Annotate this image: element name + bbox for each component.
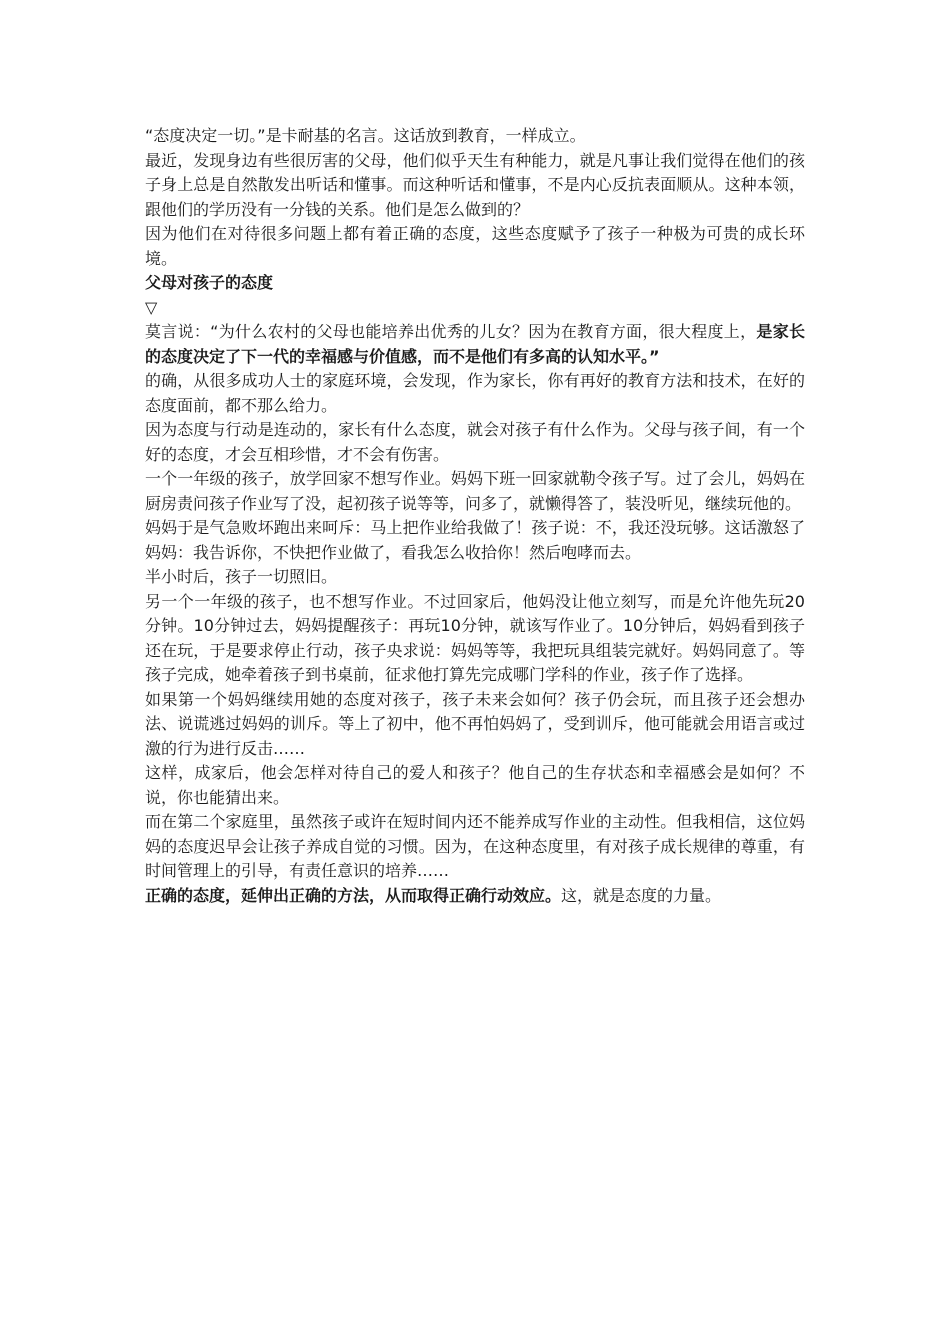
paragraph-13: 而在第二个家庭里，虽然孩子或许在短时间内还不能养成写作业的主动性。但我相信，这位妈妈的态度迟早会让孩子养成自觉的习惯。因为，在这种态度里，有对孩子成长规律的尊重，有时间管理上的引导，有责任意识的培养…… <box>145 812 805 880</box>
paragraph-3: 因为他们在对待很多问题上都有着正确的态度，这些态度赋予了孩子一种极为可贵的成长环境。 <box>145 224 805 268</box>
paragraph-5: 的确，从很多成功人士的家庭环境，会发现，作为家长，你有再好的教育方法和技术，在好的态度面前，都不那么给力。 <box>145 371 805 415</box>
paragraph-7: 一个一年级的孩子，放学回家不想写作业。妈妈下班一回家就勒令孩子写。过了会儿，妈妈在厨房责问孩子作业写了没，起初孩子说等等，问多了，就懒得答了，装没听见，继续玩他的。 <box>145 469 805 513</box>
paragraph-9: 半小时后，孩子一切照旧。 <box>145 567 338 586</box>
paragraph-4 <box>145 320 805 369</box>
paragraph-11: 如果第一个妈妈继续用她的态度对孩子，孩子未来会如何？孩子仍会玩，而且孩子还会想办法、说谎逃过妈妈的训斥。等上了初中，他不再怕妈妈了，受到训斥，他可能就会用语言或过激的行为进行反击…… <box>145 689 805 758</box>
paragraph-10: 另一个一年级的孩子，也不想写作业。不过回家后，他妈没让他立刻写，而是允许他先玩20分钟。10分钟过去，妈妈提醒孩子：再玩10分钟，就该写作业了。10分钟后，妈妈看到孩子还在玩，于是要求停止行动，孩子央求说：妈妈等等，我把玩具组装完就好。妈妈同意了。等孩子完成，她牵着孩子到书桌前，征求他打算先完成哪门学科的作业，孩子作了选择。 <box>145 591 805 684</box>
paragraph-2: 最近，发现身边有些很厉害的父母，他们似乎天生有种能力，就是凡事让我们觉得在他们的孩子身上总是自然散发出听话和懂事。而这种听话和懂事，不是内心反抗表面顺从。这种本领，跟他们的学历没有一分钱的关系。他们是怎么做到的？ <box>145 150 805 219</box>
paragraph-1: “态度决定一切。”是卡耐基的名言。这话放到教育，一样成立。 <box>145 126 586 145</box>
paragraph-14 <box>145 884 805 909</box>
document-body <box>145 124 805 908</box>
paragraph-14-normal: 这，就是态度的力量。 <box>561 885 722 905</box>
paragraph-6: 因为态度与行动是连动的，家长有什么态度，就会对孩子有什么作为。父母与孩子间，有一个好的态度，才会互相珍惜，才不会有伤害。 <box>145 420 805 464</box>
triangle-icon: ▽ <box>145 297 158 317</box>
paragraph-4-bold: 是家长的态度决定了下一代的幸福感与价值感，而不是他们有多高的认知水平。” <box>145 322 805 366</box>
paragraph-4-normal: 莫言说：“为什么农村的父母也能培养出优秀的儿女？因为在教育方面，很大程度上， <box>145 322 757 341</box>
paragraph-12: 这样，成家后，他会怎样对待自己的爱人和孩子？他自己的生存状态和幸福感会是如何？不说，你也能猜出来。 <box>145 763 805 807</box>
section-heading: 父母对孩子的态度 <box>145 273 274 292</box>
paragraph-14-bold: 正确的态度，延伸出正确的方法，从而取得正确行动效应。 <box>145 885 562 905</box>
paragraph-8: 妈妈于是气急败坏跑出来呵斥：马上把作业给我做了！孩子说：不，我还没玩够。这话激怒了妈妈：我告诉你，不快把作业做了，看我怎么收拾你！然后咆哮而去。 <box>145 518 805 562</box>
